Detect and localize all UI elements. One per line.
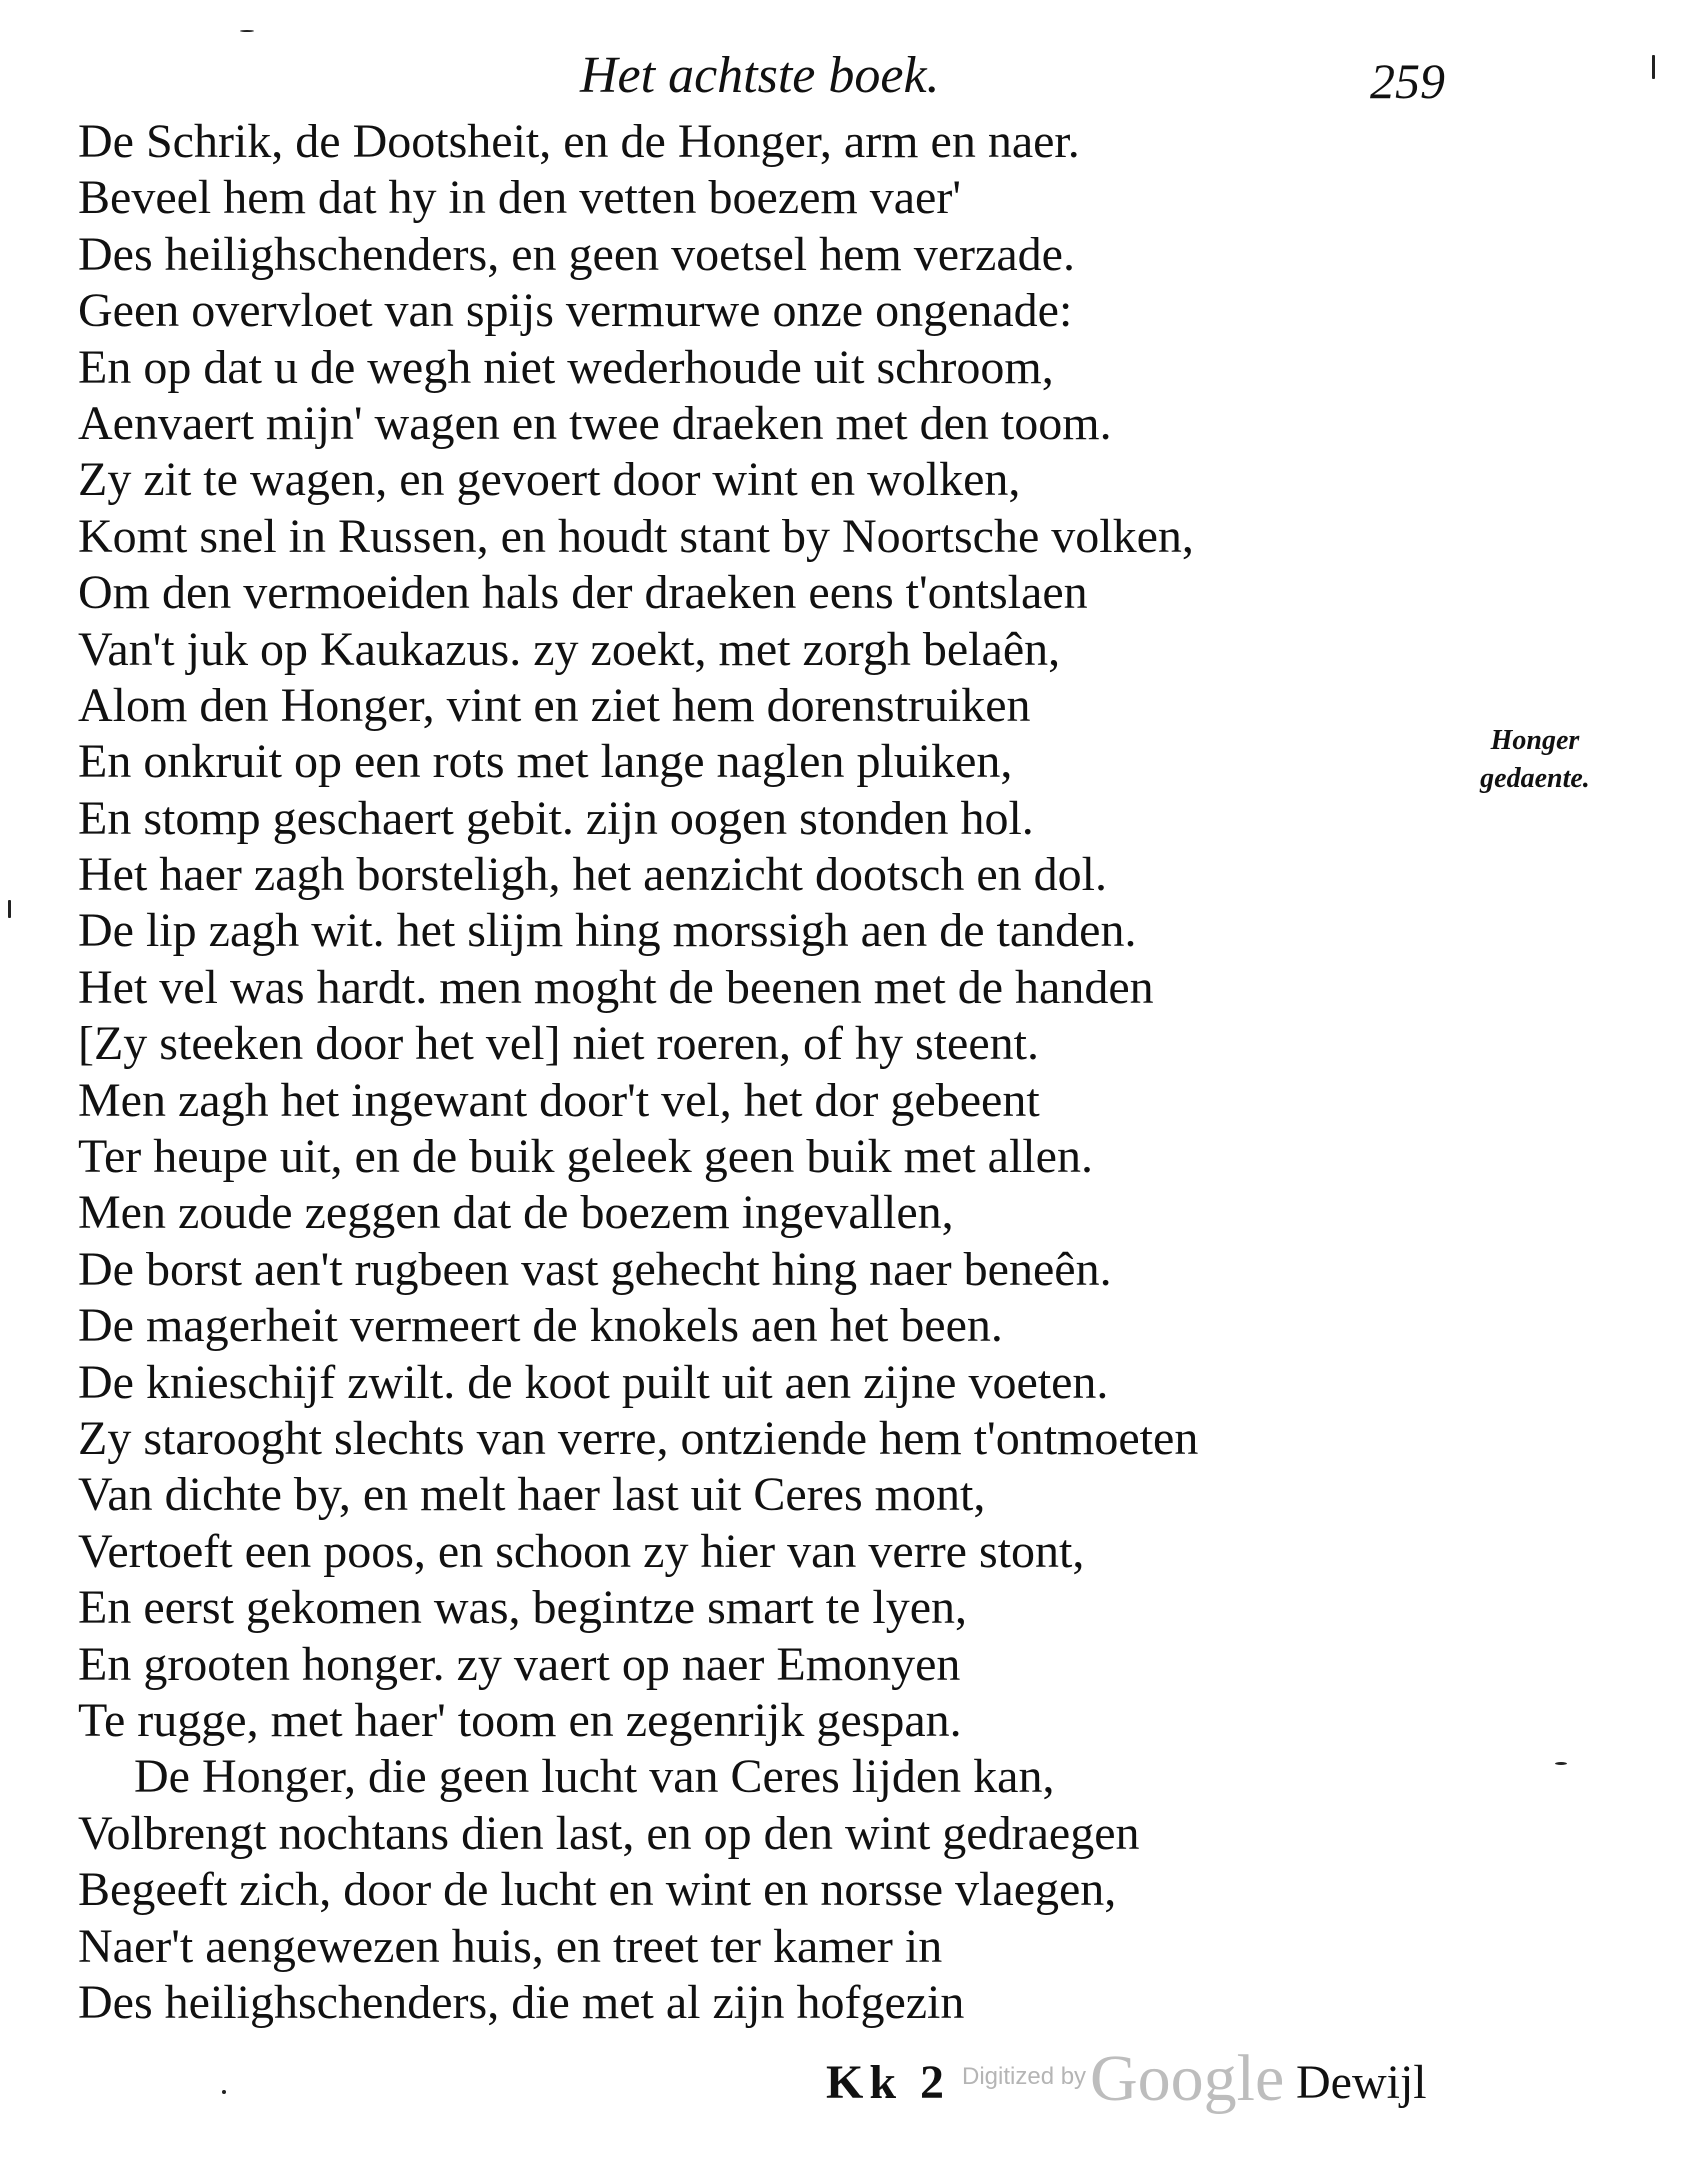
- signature-mark: Kk 2: [826, 2056, 951, 2109]
- poem-line: Beveel hem dat hy in den vetten boezem vaer': [78, 171, 961, 225]
- poem-line: En stomp geschaert gebit. zijn oogen stonden hol.: [78, 791, 1034, 845]
- poem-line: En grooten honger. zy vaert op naer Emonyen: [78, 1637, 961, 1691]
- poem-line: Te rugge, met haer' toom en zegenrijk gespan.: [78, 1693, 962, 1747]
- margin-note-line: gedaente.: [1480, 763, 1590, 794]
- print-speck: [1652, 55, 1655, 79]
- poem-line: Begeeft zich, door de lucht en wint en norsse vlaegen,: [78, 1863, 1117, 1917]
- poem-line: Het haer zagh borsteligh, het aenzicht dootsch en dol.: [78, 848, 1107, 902]
- poem-line: Volbrengt nochtans dien last, en op den wint gedraegen: [78, 1806, 1140, 1860]
- poem-line: De magerheit vermeert de knokels aen het been.: [78, 1299, 1003, 1353]
- page-number: 259: [1370, 53, 1445, 109]
- poem-line: Vertoeft een poos, en schoon zy hier van verre stont,: [78, 1524, 1085, 1578]
- poem-line: Naer't aengewezen huis, en treet ter kamer in: [78, 1919, 943, 1973]
- running-title: Het achtste boek.: [580, 47, 940, 104]
- margin-note-line: Honger: [1490, 725, 1580, 756]
- poem-line: Des heilighschenders, en geen voetsel hem verzade.: [78, 227, 1075, 281]
- poem-line: Ter heupe uit, en de buik geleek geen buik met allen.: [78, 1130, 1093, 1184]
- poem-line: Het vel was hardt. men moght de beenen met de handen: [78, 960, 1154, 1014]
- poem-line: De Honger, die geen lucht van Ceres lijden kan,: [134, 1750, 1055, 1804]
- print-speck: [1555, 1762, 1567, 1765]
- poem-line: Zy zit te wagen, en gevoert door wint en wolken,: [78, 453, 1021, 507]
- poem-line: De borst aen't rugbeen vast gehecht hing naer beneên.: [78, 1242, 1112, 1296]
- poem-line: En op dat u de wegh niet wederhoude uit schroom,: [78, 340, 1054, 394]
- poem-text: [78, 114, 1458, 2031]
- poem-line: De knieschijf zwilt. de koot puilt uit aen zijne voeten.: [78, 1355, 1109, 1409]
- margin-note: [1450, 722, 1620, 798]
- google-watermark-logo: Google: [1090, 2042, 1285, 2115]
- poem-line: Aenvaert mijn' wagen en twee draeken met den toom.: [78, 396, 1112, 450]
- poem-line: Van dichte by, en melt haer last uit Ceres mont,: [78, 1468, 986, 1522]
- page-header: [0, 46, 1681, 116]
- poem-line: Men zagh het ingewant door't vel, het dor gebeent: [78, 1073, 1040, 1127]
- poem-line: Des heilighschenders, die met al zijn hofgezin: [78, 1975, 965, 2029]
- poem-line: Alom den Honger, vint en ziet hem dorenstruiken: [78, 678, 1031, 732]
- poem-line: En eerst gekomen was, begintze smart te lyen,: [78, 1581, 968, 1635]
- page-footer: [0, 2042, 1681, 2135]
- poem-line: Komt snel in Russen, en houdt stant by Noortsche volken,: [78, 509, 1194, 563]
- poem-line: De lip zagh wit. het slijm hing morssigh aen de tanden.: [78, 904, 1137, 958]
- poem-line: Om den vermoeiden hals der draeken eens t'ontslaen: [78, 566, 1088, 620]
- watermark-text: Digitized by: [962, 2063, 1087, 2090]
- print-speck: [240, 30, 254, 32]
- poem-line: Zy starooght slechts van verre, ontziende hem t'ontmoeten: [78, 1411, 1199, 1465]
- poem-line: Men zoude zeggen dat de boezem ingevallen,: [78, 1186, 954, 1240]
- poem-line: En onkruit op een rots met lange naglen pluiken,: [78, 735, 1013, 789]
- catchword: Dewijl: [1296, 2056, 1427, 2109]
- print-speck: [222, 2090, 226, 2094]
- poem-line: Van't juk op Kaukazus. zy zoekt, met zorgh belaên,: [78, 622, 1061, 676]
- poem-line: [Zy steeken door het vel] niet roeren, of hy steent.: [78, 1017, 1039, 1071]
- print-speck: [8, 900, 11, 918]
- poem-line: Geen overvloet van spijs vermurwe onze ongenade:: [78, 284, 1073, 338]
- poem-line: De Schrik, de Dootsheit, en de Honger, arm en naer.: [78, 115, 1080, 168]
